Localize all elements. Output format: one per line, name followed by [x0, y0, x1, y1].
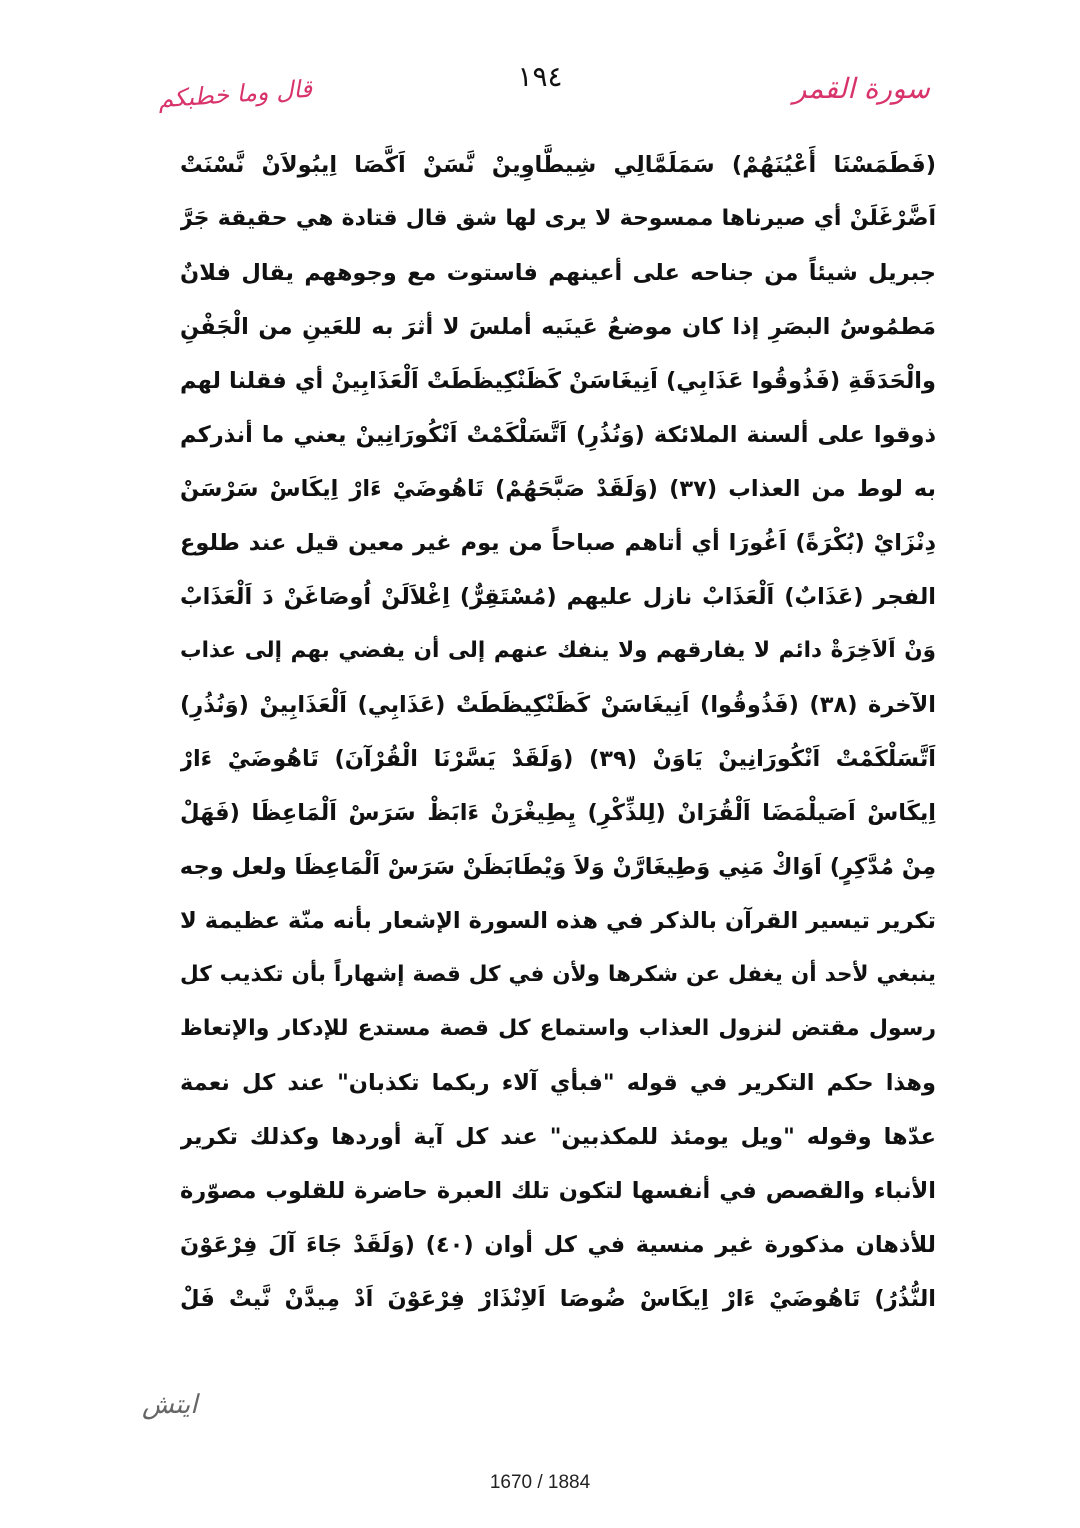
text-line: جبريل شيئاً من جناحه على أعينهم فاستوت مع وجوههم يقال فلانٌ [180, 260, 936, 286]
text-line: عدّها وقوله "ويل يومئذ للمكذبين" عند كل آية أوردها وكذلك تكرير [180, 1124, 936, 1150]
text-line: به لوط من العذاب (٣٧) (وَلَقَدْ صَبَّحَهُمْ) تَاهُوضَيْ ءَارْ اِيكَاسْ سَرْسَنْ [180, 476, 936, 502]
text-line: الأنباء والقصص في أنفسها لتكون تلك العبرة حاضرة للقلوب مصوّرة [180, 1178, 936, 1204]
handwritten-note-left: قال وما خطبكم [157, 74, 314, 114]
text-line: الآخرة (٣٨) (فَذُوقُوا) اَنِيغَاسَنْ كَظَنْكِيظَطَتْ (عَذَابِي) اَلْعَذَابِينْ (وَنُذُرِ) [180, 692, 936, 718]
body-text [180, 138, 936, 1326]
text-line: الفجر (عَذَابٌ) اَلْعَذَابْ نازل عليهم (مُسْتَقِرٌّ) اِغْلاَلَنْ اُوصَاغَنْ دَ اَلْعَذَابْ [180, 584, 936, 610]
page-number: ١٩٤ [517, 60, 563, 93]
text-line: ذوقوا على ألسنة الملائكة (وَنُذُرِ) اَتَّسَلْكَمْتْ اَنْكُورَانِينْ يعني ما أنذركم [180, 422, 936, 448]
text-line: والْحَدَقَةِ (فَذُوقُوا عَذَابِي) اَنِيغَاسَنْ كَظَنْكِيظَطَتْ اَلْعَذَابِينْ أي فقلنا لهم [180, 368, 936, 394]
text-line: وهذا حكم التكرير في قوله "فبأي آلاء ربكما تكذبان" عند كل نعمة [180, 1070, 936, 1096]
text-line: رسول مقتض لنزول العذاب واستماع كل قصة مستدع للإدكار والإتعاظ [180, 1016, 936, 1041]
handwritten-signature: ايتش [142, 1390, 198, 1420]
text-line: اَضَّرْغَلَنْ أي صيرناها ممسوحة لا يرى لها شق قال قتادة هي حقيقة جَرَّ [180, 206, 936, 231]
text-line: مِنْ مُدَّكِرٍ) اَوَاكْ مَنِي وَطِيغَارَّنْ وَلاَ وَيْطَابَظَنْ سَرَسْ اَلْمَاعِظَا ولعل وجه [180, 854, 936, 880]
text-line: مَطمُوسُ البصَرِ إذا كان موضعُ عَينَيه أملسَ لا أثرَ به للعَينِ من الْجَفْنِ [180, 314, 936, 340]
text-line: (فَطَمَسْنَا أَعْيُنَهُمْ) سَمَلَمَّالِي شِيطَّاوِينْ نَّسَنْ اَكَّصَا اِيبُولاَنْ نَّسْنَتْ [180, 152, 936, 178]
handwritten-surah-title: سورة القمر [792, 72, 930, 105]
text-line: للأذهان مذكورة غير منسية في كل أوان (٤٠) (وَلَقَدْ جَاءَ آلَ فِرْعَوْنَ [180, 1232, 936, 1258]
text-line: تكرير تيسير القرآن بالذكر في هذه السورة الإشعار بأنه منّة عظيمة لا [180, 908, 936, 934]
text-line: النُّذُرُ) تَاهُوضَيْ ءَارْ اِيكَاسْ ضُوصَا اَلاِنْذَارْ فِرْعَوْنَ اَدْ مِيدَّنْ نَّيتْ فَلْ [180, 1286, 936, 1312]
page-indicator: 1670 / 1884 [489, 1472, 591, 1493]
text-line: دِنْزَايْ (بُكْرَةً) اَغُورَا أي أتاهم صباحاً من يوم غير معين قيل عند طلوع [180, 530, 936, 556]
text-line: ينبغي لأحد أن يغفل عن شكرها ولأن في كل قصة إشهاراً بأن تكذيب كل [180, 962, 936, 987]
text-line: اَتَّسَلْكَمْتْ اَنْكُورَانِينْ يَاوَنْ (٣٩) (وَلَقَدْ يَسَّرْنَا الْقُرْآنَ) تَاهُوضَيْ ءَارْ [180, 746, 936, 772]
text-line: وَنْ اَلاَخِرَةْ دائم لا يفارقهم ولا ينفك عنهم إلى أن يفضي بهم إلى عذاب [180, 638, 936, 663]
text-line: اِيكَاسْ اَصَيلْمَضَا اَلْقُرَانْ (لِلذِّكْرِ) يِطِيغْرَنْ ءَابَظْ سَرَسْ اَلْمَاعِظَا (فَهَلْ [180, 800, 936, 826]
